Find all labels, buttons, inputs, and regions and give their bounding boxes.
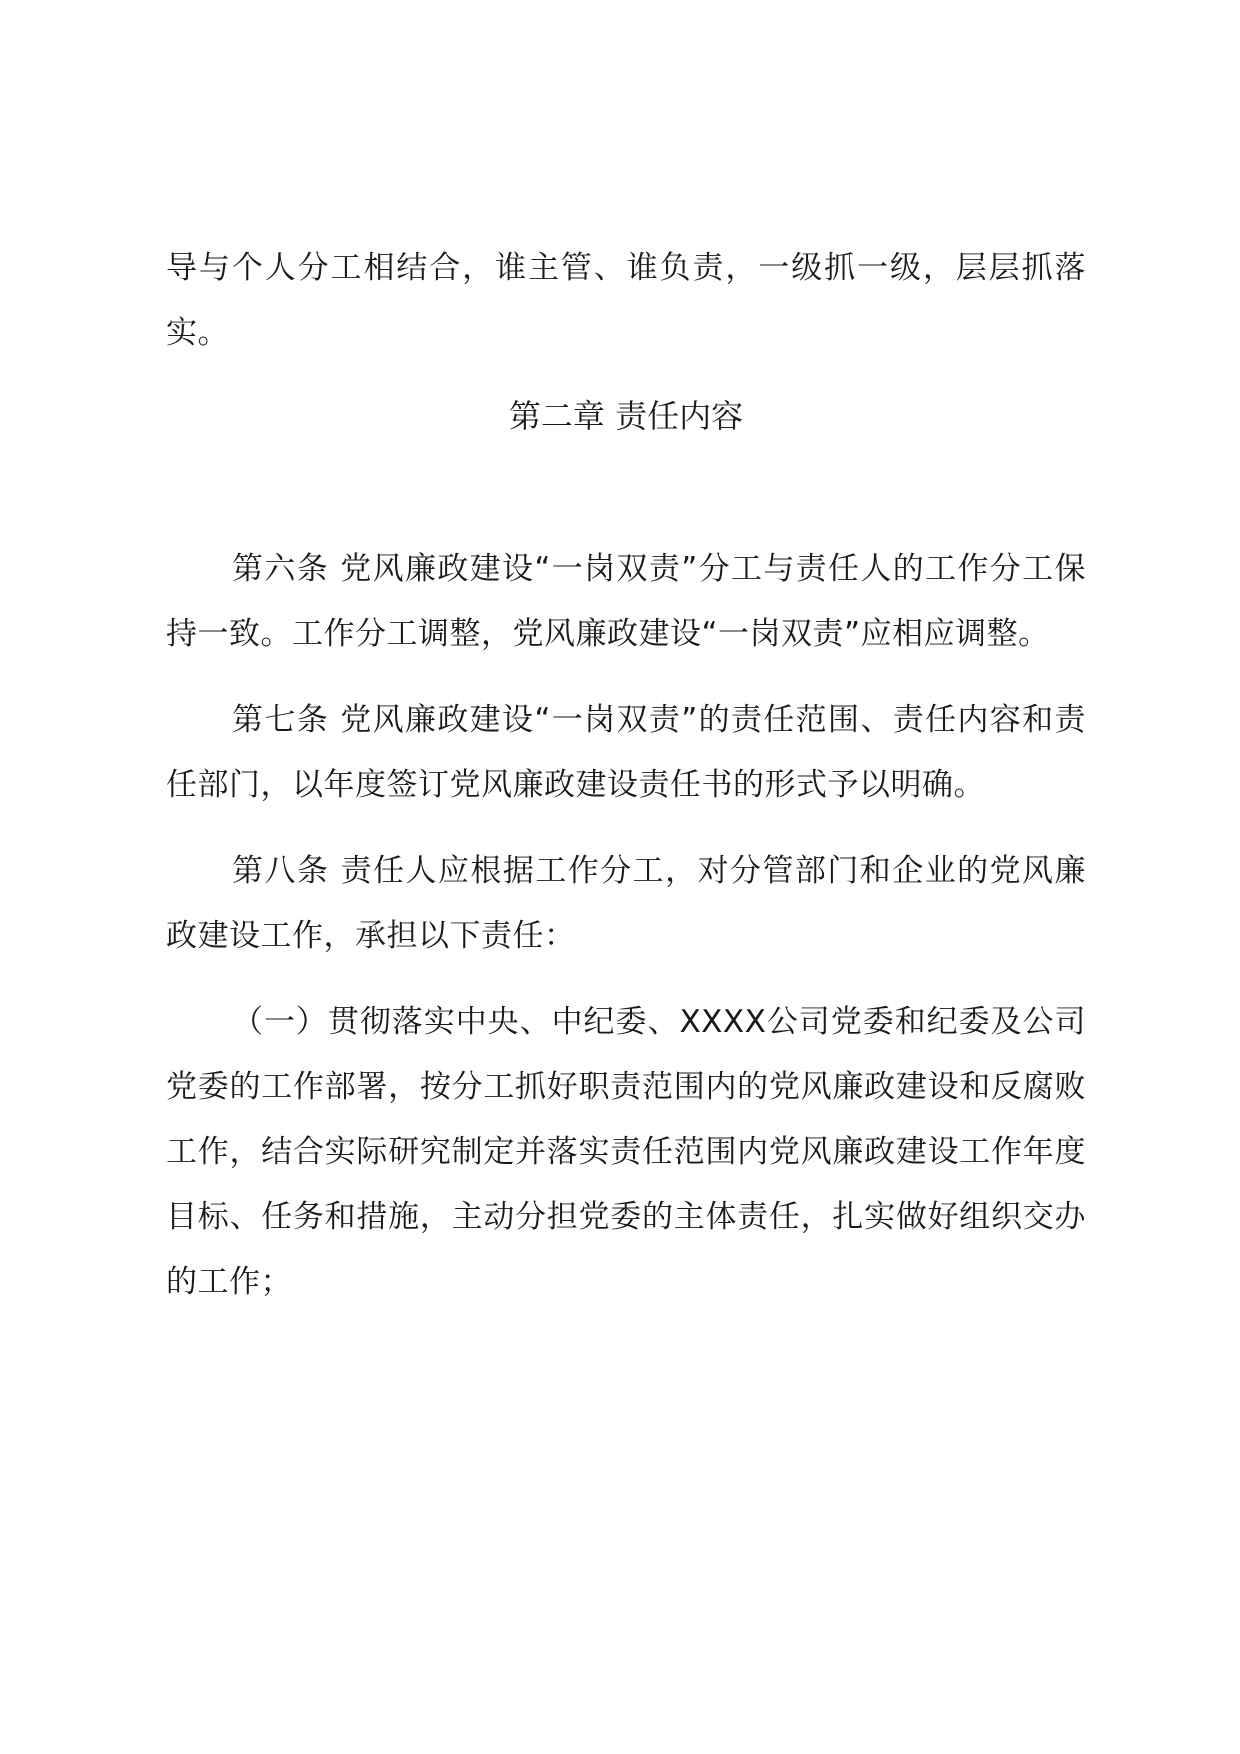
article-8-item-1: （一）贯彻落实中央、中纪委、XXXX公司党委和纪委及公司党委的工作部署，按分工抓好职责范围内的党风廉政建设和反腐败工作，结合实际研究制定并落实责任范围内党风廉政建设工作年度目标、任务和措施，主动分担党委的主体责任，扎实做好组织交办的工作； [166, 1004, 1086, 1300]
paragraph-continuation: 导与个人分工相结合，谁主管、谁负责，一级抓一级，层层抓落实。 [166, 250, 1086, 351]
article-7: 第七条 党风廉政建设“一岗双责”的责任范围、责任内容和责任部门，以年度签订党风廉政建设责任书的形式予以明确。 [166, 702, 1086, 803]
chapter-title: 第二章 责任内容 [508, 397, 744, 435]
document-body [166, 236, 1086, 1315]
article-6: 第六条 党风廉政建设“一岗双责”分工与责任人的工作分工保持一致。工作分工调整，党风廉政建设“一岗双责”应相应调整。 [166, 551, 1086, 652]
article-8: 第八条 责任人应根据工作分工，对分管部门和企业的党风廉政建设工作，承担以下责任： [166, 853, 1086, 954]
